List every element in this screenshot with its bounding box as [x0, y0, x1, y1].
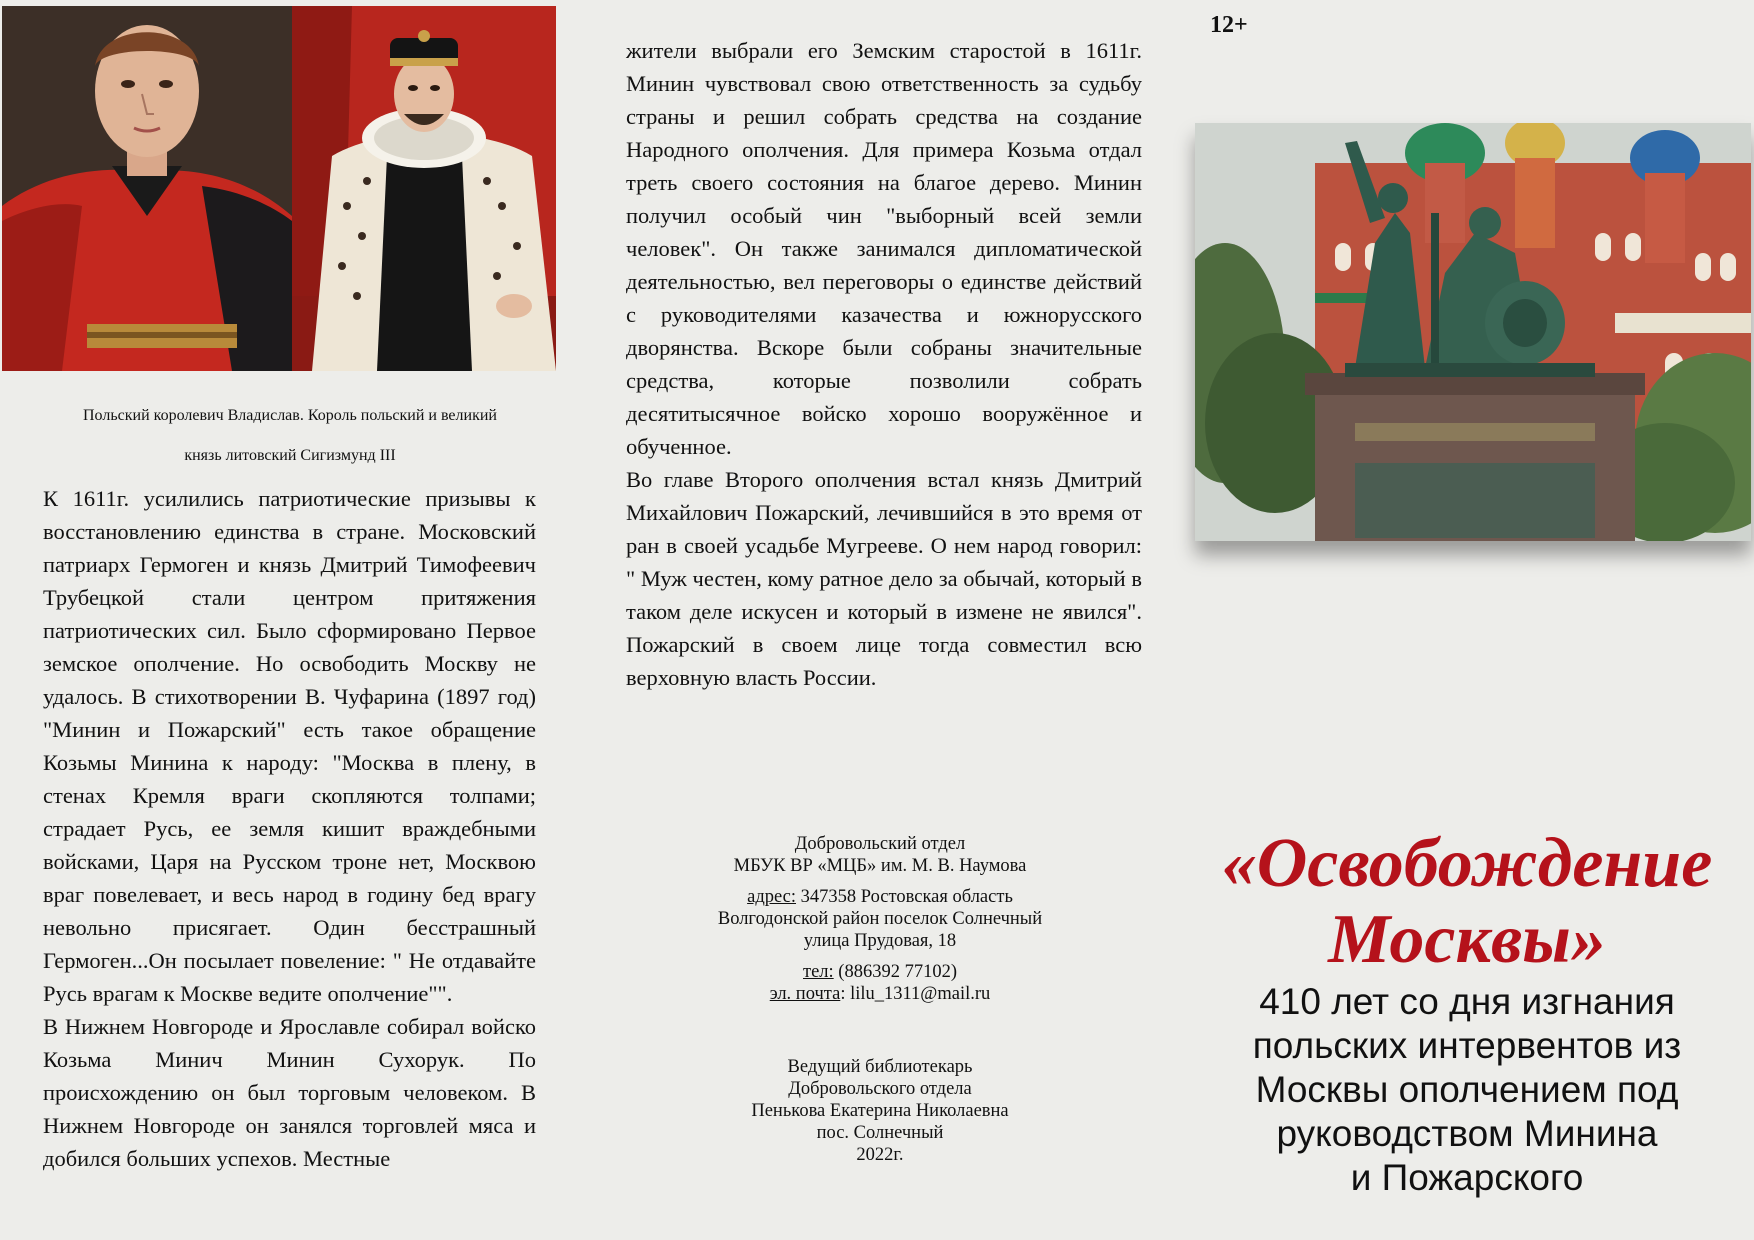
monument-photo — [1195, 123, 1751, 541]
title-line-1: «Освобождение — [1221, 825, 1713, 902]
caption-line-2: князь литовский Сигизмунд III — [184, 447, 396, 464]
credits-block — [610, 1056, 1150, 1166]
title-line-2: Москвы» — [1328, 901, 1606, 978]
phone-label: тел: — [803, 962, 834, 982]
phone-line — [610, 961, 1150, 983]
left-article — [43, 482, 536, 1175]
portrait-vladislav — [2, 6, 292, 371]
middle-panel — [610, 0, 1150, 1240]
portraits-image — [2, 6, 556, 371]
address-line-3: улица Прудовая, 18 — [803, 931, 957, 951]
article-paragraph: К 1611г. усилились патриотические призывы к восстановлению единства в стране. Московский патриарх Гермоген и князь Дмитрий Тимофеевич Трубецкой стали центром притяжения патриотических сил. Было сформировано Первое земское ополчение. Но освободить Москву не удалось. В стихотворении В. Чуфарина (1897 год) "Минин и Пожарский" есть такое обращение Козьмы Минина к народу: "Москва в плену, в стенах Кремля враги скопляются толпами; страдает Русь, ее земля кишит враждебными войсками, Царя на Русском троне нет, Москвою враг повелевает, и весь народ в годину бед врагу невольно присягает. Один бесстрашный Гермоген...Он посылает повеление: " Не отдавайте Русь врагам к Москве ведите ополчение"". — [43, 486, 536, 1006]
brochure-subtitle — [1180, 980, 1754, 1200]
left-panel — [0, 0, 560, 1240]
phone-value: (886392 77102) — [833, 962, 957, 982]
credits-department: Добровольского отдела — [788, 1079, 972, 1099]
article-paragraph: Во главе Второго ополчения встал князь Дмитрий Михайлович Пожарский, лечившийся в это время от ран в своей усадьбе Мугрееве. О нем народ говорил: " Муж честен, кому ратное дело за обычай, который в таком деле искусен и который в измене не явился". Пожарский в своем лице тогда совместил всю верховную власть России. — [626, 467, 1142, 690]
portraits-caption — [30, 396, 550, 476]
address-line-2: Волгодонской район поселок Солнечный — [717, 909, 1043, 929]
article-paragraph: В Нижнем Новгороде и Ярославле собирал войско Козьма Минич Минин Сухорук. По происхождению он был торговым человеком. В Нижнем Новгороде он занялся торговлей мяса и добился больших успехов. Местные — [43, 1014, 536, 1171]
subtitle-line-2: польских интервентов из — [1252, 1025, 1682, 1066]
portrait-sigismund — [292, 6, 556, 371]
credits-author: Пенькова Екатерина Николаевна — [751, 1101, 1009, 1121]
org-full-name: МБУК ВР «МЦБ» им. М. В. Наумова — [733, 856, 1027, 876]
address-label: адрес: — [747, 887, 797, 907]
age-rating-badge: 12+ — [1210, 12, 1248, 38]
credits-place: пос. Солнечный — [816, 1123, 944, 1143]
subtitle-line-3: Москвы ополчением под — [1255, 1069, 1679, 1110]
email-label: эл. почта — [769, 984, 841, 1004]
cover-panel — [1180, 0, 1754, 1240]
subtitle-line-4: руководством Минина — [1276, 1113, 1658, 1154]
credits-position: Ведущий библиотекарь — [787, 1057, 973, 1077]
address-line — [610, 886, 1150, 908]
contacts-block — [610, 833, 1150, 1005]
article-paragraph: жители выбрали его Земским старостой в 1611г. Минин чувствовал свою ответственность за судьбу страны и решил собрать средства на создание Народного ополчения. Для примера Козьма отдал треть своего состояния на благое дерево. Минин получил особый чин "выборный всей земли человек". Он также занимался дипломатической деятельностью, вел переговоры о единстве действий с руководителями казачества и южнорусского дворянства. Вскоре были собраны значительные средства, которые позволили собрать десятитысячное войско хорошо вооружённое и обученное. — [626, 38, 1142, 459]
middle-article — [626, 34, 1142, 694]
credits-year: 2022г. — [856, 1145, 904, 1165]
brochure-title — [1180, 826, 1754, 978]
caption-line-1: Польский королевич Владислав. Король польский и великий — [83, 407, 497, 424]
subtitle-line-5: и Пожарского — [1350, 1157, 1584, 1198]
org-name: Добровольский отдел — [794, 834, 966, 854]
subtitle-line-1: 410 лет со дня изгнания — [1259, 981, 1675, 1022]
address-value: 347358 Ростовская область — [796, 887, 1013, 907]
email-value: : lilu_1311@mail.ru — [840, 984, 991, 1004]
email-line — [610, 983, 1150, 1005]
